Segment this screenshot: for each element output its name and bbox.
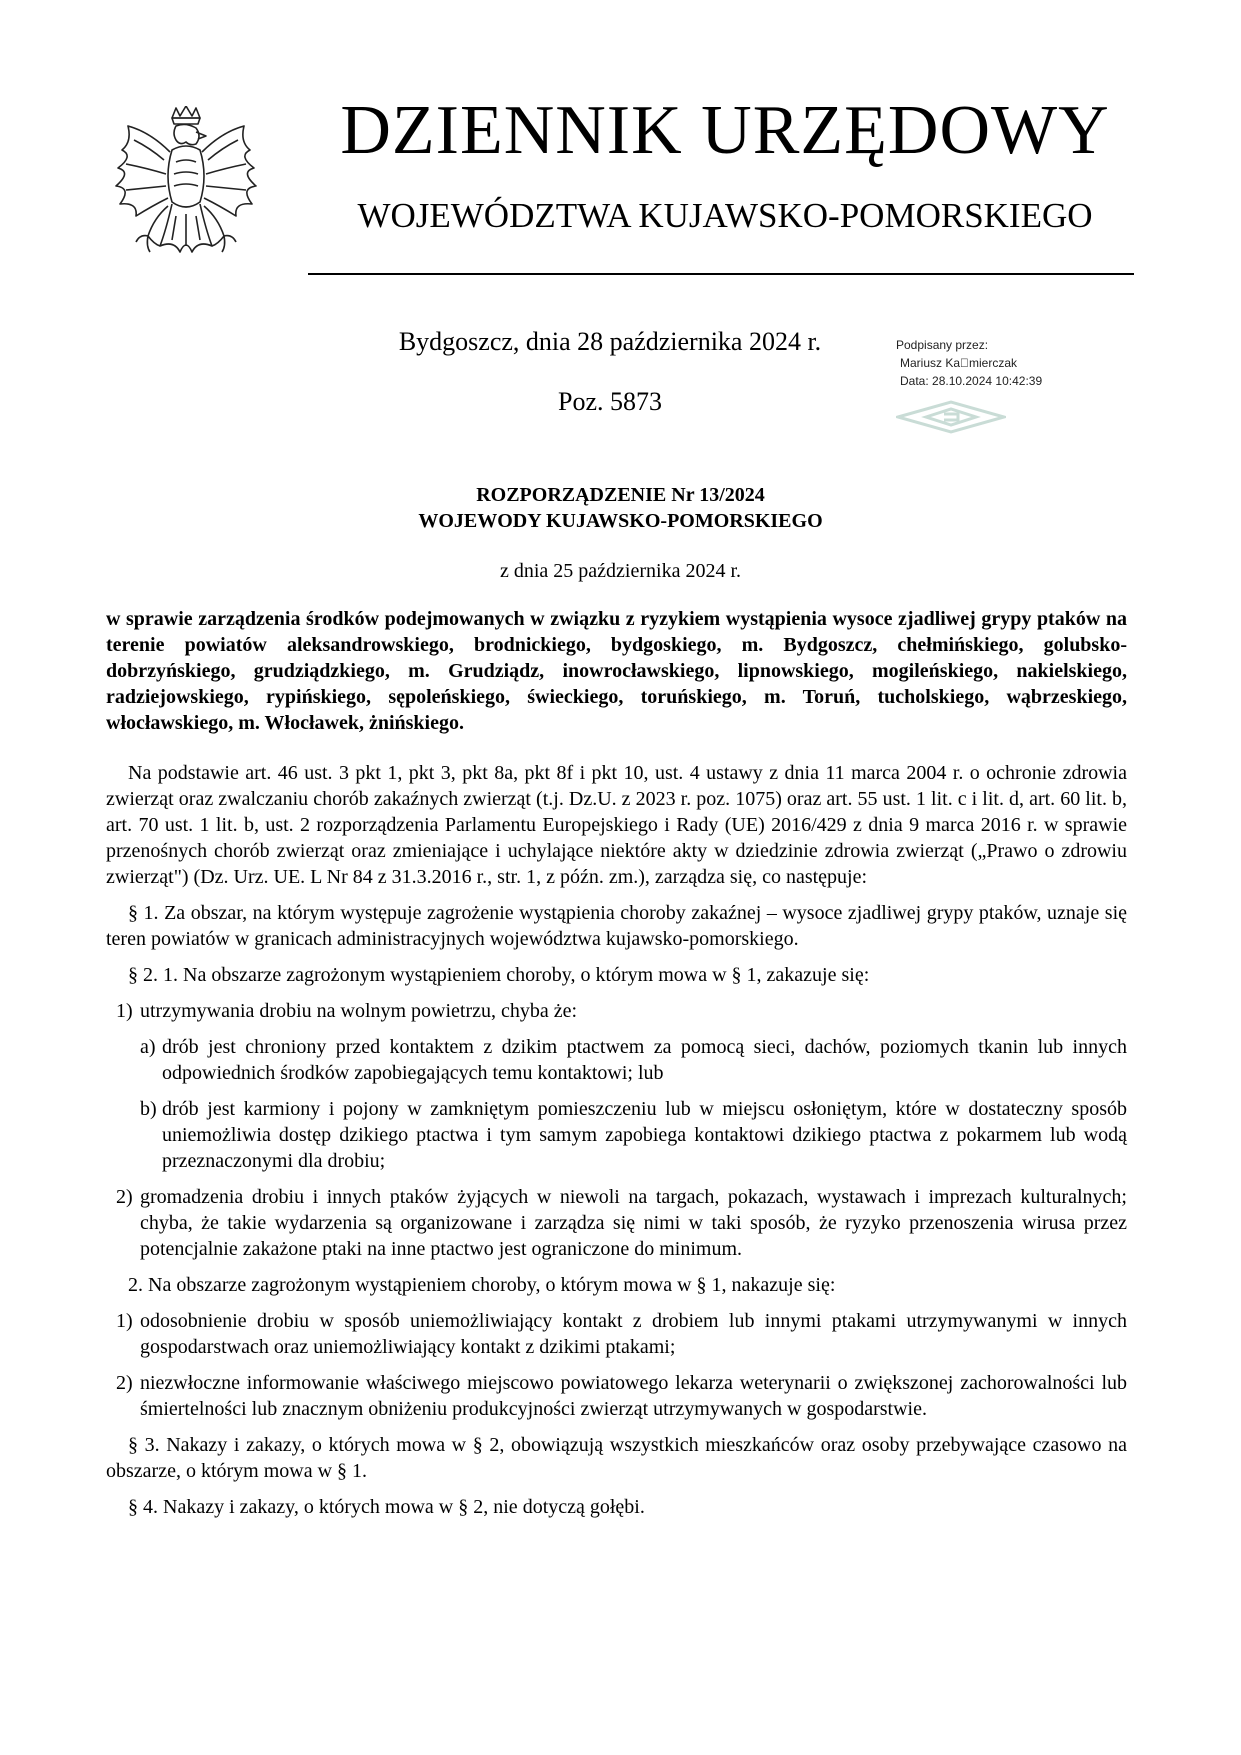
preamble: Na podstawie art. 46 ust. 3 pkt 1, pkt 3, pkt 8a, pkt 8f i pkt 10, ust. 4 ustawy z dnia 11 marca 2004 r. o ochronie zdrowia zwierząt oraz zwalczaniu chorób zakaźnych zwierząt (t.j. Dz.U. z 2023 r. poz. 1075) oraz art. 55 ust. 1 lit. c i lit. d, art. 60 lit. b, art. 70 ust. 1 lit. b, ust. 2 rozporządzenia Parlamentu Europejskiego i Rady (UE) 2016/429 z dnia 9 marca 2016 r. w sprawie przenośnych chorób zwierząt oraz zmieniające i uchylające niektóre akty w dziedzinie zdrowia zwierząt („Prawo o zdrowiu zwierząt") (Dz. Urz. UE. L Nr 84 z 31.3.2016 r., str. 1, z późn. zm.), zarządza się, co następuje: bbox=[106, 762, 1127, 888]
paragraph-3: § 3. Nakazy i zakazy, o których mowa w § 2, obowiązują wszystkich mieszkańców oraz osoby przebywające czasowo na obszarze, o którym mowa w § 1. bbox=[106, 1434, 1127, 1482]
list-item bbox=[106, 998, 1127, 1024]
sub-list-item-label: a) bbox=[140, 1036, 156, 1058]
sub-list-item bbox=[106, 1034, 1127, 1086]
sub-list-item-label: b) bbox=[140, 1098, 157, 1120]
electronic-signature-block[interactable] bbox=[896, 338, 1096, 438]
list-item-text: odosobnienie drobiu w sposób uniemożliwiający kontakt z drobiem lub innymi ptakami utrzymywanymi w innych gospodarstwach oraz uniemożliwiający kontakt z dzikimi ptakami; bbox=[140, 1310, 1127, 1358]
list-item bbox=[106, 1308, 1127, 1360]
act-title-line-1: ROZPORZĄDZENIE Nr 13/2024 bbox=[476, 484, 765, 506]
act-subject: w sprawie zarządzenia środków podejmowanych w związku z ryzykiem wystąpienia wysoce zjadliwej grypy ptaków na terenie powiatów aleksandrowskiego, brodnickiego, bydgoskiego, m. Bydgoszcz, chełmińskiego, golubsko-dobrzyńskiego, grudziądzkiego, m. Grudziądz, inowrocławskiego, lipnowskiego, mogileńskiego, nakielskiego, radziejowskiego, rypińskiego, sępoleńskiego, świeckiego, toruńskiego, m. Toruń, tucholskiego, wąbrzeskiego, włocławskiego, m. Włocławek, żnińskiego. bbox=[106, 608, 1127, 734]
paragraph-2-section-1: § 2. 1. Na obszarze zagrożonym wystąpieniem choroby, o którym mowa w § 1, zakazuje się: bbox=[128, 964, 870, 986]
signature-stamp-icon bbox=[896, 400, 1006, 434]
issue-position-number: Poz. 5873 bbox=[558, 387, 662, 416]
signature-date: Data: 28.10.2024 10:42:39 bbox=[900, 374, 1043, 388]
paragraph-4: § 4. Nakazy i zakazy, o których mowa w § 2, nie dotyczą gołębi. bbox=[128, 1496, 645, 1518]
list-item bbox=[106, 1370, 1127, 1422]
issue-place-date: Bydgoszcz, dnia 28 października 2024 r. bbox=[398, 327, 822, 356]
polish-eagle-emblem-icon bbox=[110, 106, 262, 278]
paragraph-1: § 1. Za obszar, na którym występuje zagrożenie wystąpienia choroby zakaźnej – wysoce zjadliwej grypy ptaków, uznaje się teren powiatów w granicach administracyjnych województwa kujawsko-pomorskiego. bbox=[106, 902, 1127, 950]
paragraph-2-section-2: 2. Na obszarze zagrożonym wystąpieniem choroby, o którym mowa w § 1, nakazuje się: bbox=[128, 1274, 836, 1296]
signature-signer-name: Mariusz Ka mierczak bbox=[900, 356, 1018, 370]
list-item-label: 1) bbox=[116, 1000, 133, 1022]
sub-list-item-text: drób jest karmiony i pojony w zamkniętym pomieszczeniu lub w miejscu osłoniętym, które w dostateczny sposób uniemożliwia dostęp dzikiego ptactwa i tym samym zapobiega kontaktowi dzikiego ptactwa z pokarmem lub wodą przeznaczonymi dla drobiu; bbox=[162, 1098, 1127, 1172]
signature-signed-by-label: Podpisany przez: bbox=[896, 338, 989, 352]
list-item-text: niezwłoczne informowanie właściwego miejscowo powiatowego lekarza weterynarii o zwiększonej zachorowalności lub śmiertelności lub znacznym obniżeniu produkcyjności zwierząt utrzymywanych w gospodarstwie. bbox=[140, 1372, 1127, 1420]
list-item-text: gromadzenia drobiu i innych ptaków żyjących w niewoli na targach, pokazach, wystawach i imprezach kulturalnych; chyba, że takie wydarzenia są organizowane i zarządza się nimi w taki sposób, że ryzyko przenoszenia wirusa przez potencjalnie zakażone ptaki na inne ptactwo jest ograniczone do minimum. bbox=[140, 1186, 1127, 1260]
sub-list-item bbox=[106, 1096, 1127, 1174]
header-divider bbox=[308, 273, 1134, 275]
list-item-label: 2) bbox=[116, 1372, 133, 1394]
act-content bbox=[106, 606, 1127, 1530]
act-date: z dnia 25 października 2024 r. bbox=[499, 560, 742, 582]
journal-subtitle: WOJEWÓDZTWA KUJAWSKO-POMORSKIEGO bbox=[357, 196, 1093, 235]
act-title-line-2: WOJEWODY KUJAWSKO-POMORSKIEGO bbox=[418, 510, 823, 532]
list-item-text: utrzymywania drobiu na wolnym powietrzu, chyba że: bbox=[140, 1000, 578, 1022]
list-item bbox=[106, 1184, 1127, 1262]
journal-title: DZIENNIK URZĘDOWY bbox=[340, 92, 1110, 169]
list-item-label: 2) bbox=[116, 1186, 133, 1208]
sub-list-item-text: drób jest chroniony przed kontaktem z dzikim ptactwem za pomocą sieci, dachów, poziomych tkanin lub innych odpowiednich środków zapobiegających temu kontaktowi; lub bbox=[162, 1036, 1127, 1084]
list-item-label: 1) bbox=[116, 1310, 133, 1332]
